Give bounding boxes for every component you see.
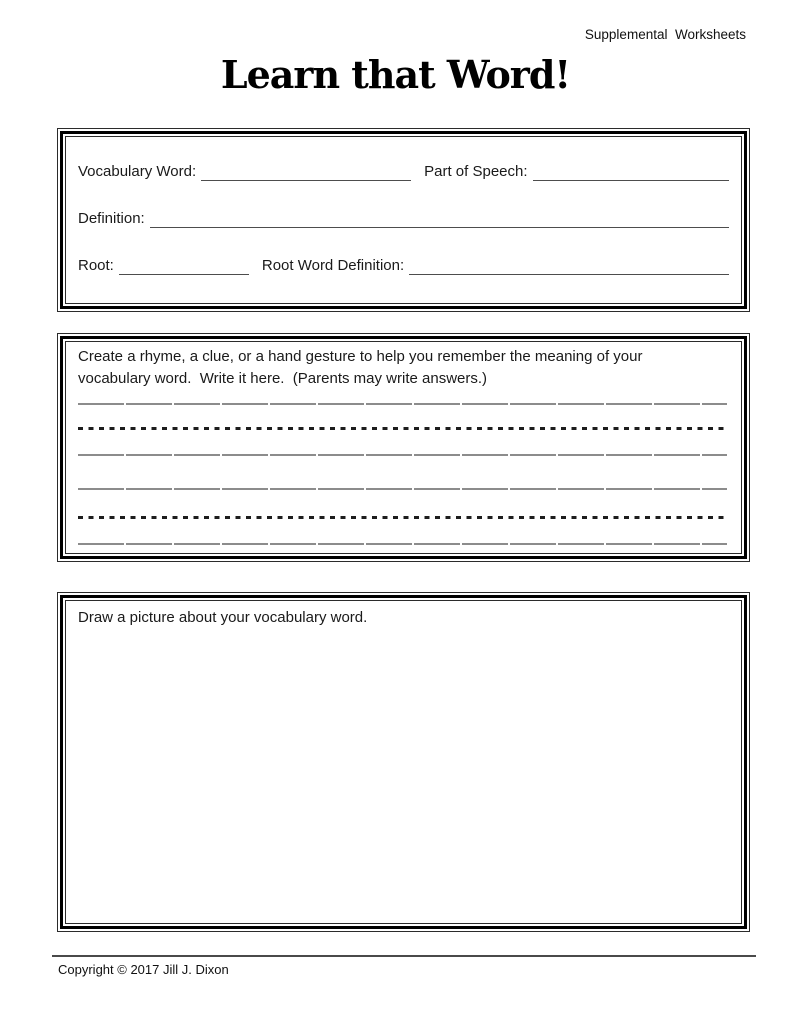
root-blank xyxy=(119,258,249,275)
draw-box-frame-inner xyxy=(65,600,742,924)
root-label: Root: xyxy=(78,257,114,274)
draw-box-frame-mid xyxy=(60,595,747,929)
vocabulary-box xyxy=(57,128,750,312)
vocabulary-box-frame-inner xyxy=(65,136,742,304)
vocabulary-box-frame-mid xyxy=(60,131,747,309)
vocabulary-word-row xyxy=(78,162,729,181)
writing-line-solid xyxy=(78,454,727,456)
definition-blank xyxy=(150,211,729,228)
vocabulary-word-label: Vocabulary Word: xyxy=(78,163,197,180)
rhyme-box xyxy=(57,333,750,562)
draw-box xyxy=(57,592,750,932)
part-of-speech-label: Part of Speech: xyxy=(424,163,528,180)
copyright-text: Copyright © 2017 Jill J. Dixon xyxy=(58,962,229,977)
rhyme-instructions-line1: Create a rhyme, a clue, or a hand gesture to help you remember the meaning of your xyxy=(78,348,643,365)
draw-instructions: Draw a picture about your vocabulary word. xyxy=(78,609,368,626)
root-word-definition-blank xyxy=(409,258,729,275)
writing-line-dashed xyxy=(78,427,727,430)
part-of-speech-blank xyxy=(533,164,729,181)
rhyme-instructions-line2: vocabulary word. Write it here. (Parents may write answers.) xyxy=(78,370,488,387)
definition-label: Definition: xyxy=(78,210,145,227)
root-row xyxy=(78,256,729,275)
writing-line-solid xyxy=(78,403,727,405)
rhyme-box-frame-mid xyxy=(60,336,747,559)
header-label: Supplemental Worksheets xyxy=(584,27,746,42)
footer-divider xyxy=(52,955,756,957)
root-word-definition-label: Root Word Definition: xyxy=(261,257,405,274)
rhyme-box-frame-inner xyxy=(65,341,742,554)
page-title: Learn that Word! xyxy=(220,52,571,97)
vocabulary-word-blank xyxy=(201,164,411,181)
definition-row xyxy=(78,209,729,228)
writing-line-dashed xyxy=(78,516,727,519)
writing-line-solid xyxy=(78,543,727,545)
writing-line-solid xyxy=(78,488,727,490)
